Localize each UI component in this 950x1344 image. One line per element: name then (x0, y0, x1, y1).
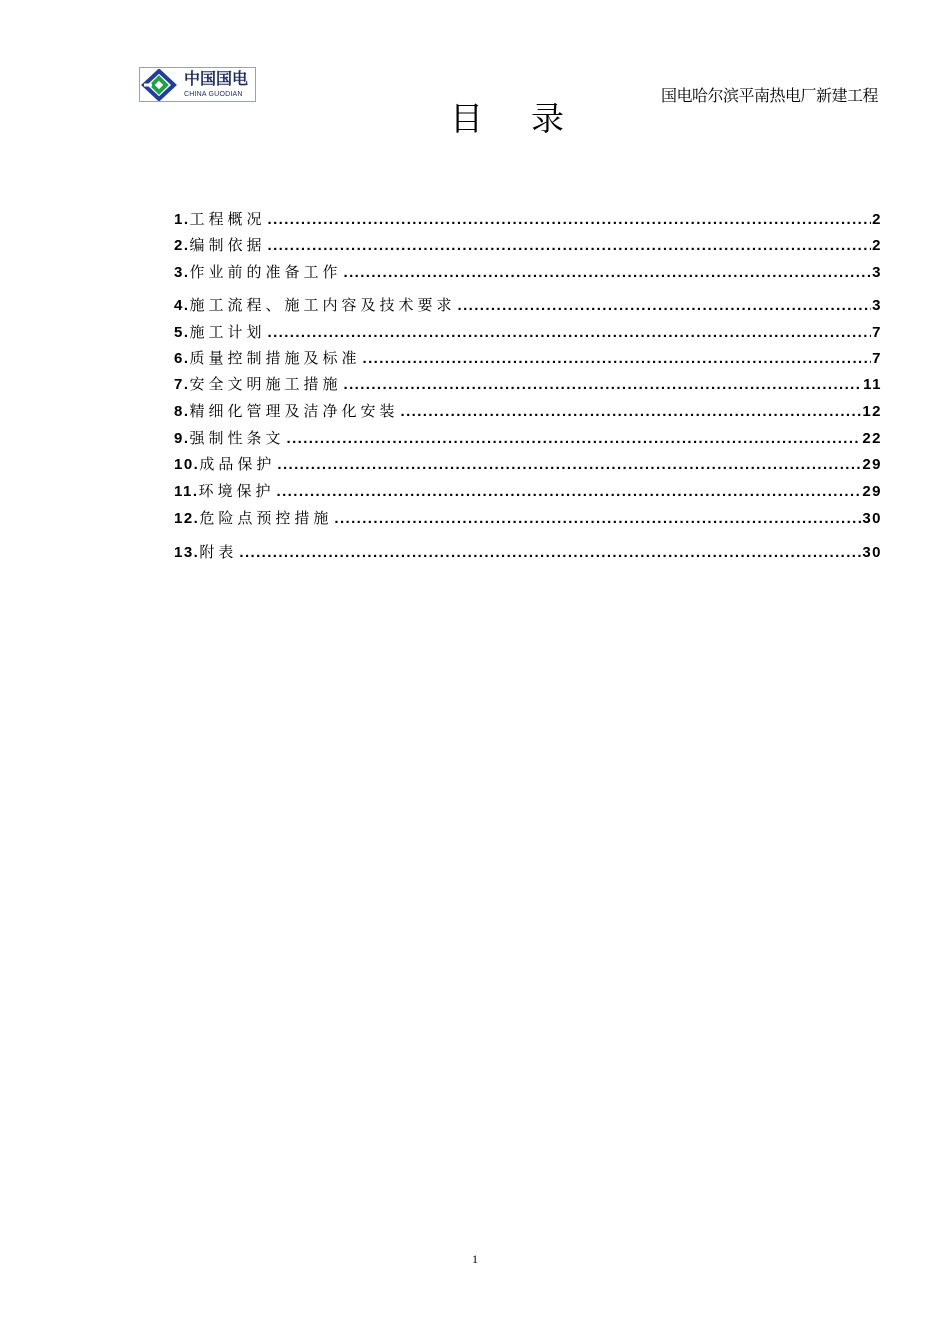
toc-entry-page: 29 (862, 483, 882, 500)
toc-entry-label: 强制性条文 (189, 429, 285, 447)
toc-entry[interactable] (174, 541, 882, 563)
logo-text-en: CHINA GUODIAN (184, 91, 243, 98)
toc-entry[interactable] (174, 373, 882, 395)
toc-entry[interactable] (174, 294, 882, 316)
toc-entry-page: 3 (872, 297, 882, 314)
toc-entry-number: 4. (174, 297, 190, 314)
toc-entry[interactable] (174, 347, 882, 369)
toc-entry[interactable] (174, 261, 882, 283)
toc-entry-page: 12 (862, 403, 882, 420)
toc-entry-page: 3 (872, 264, 882, 281)
toc-entry-number: 11. (174, 483, 199, 500)
toc-leader-dots (268, 322, 872, 344)
toc-entry-number: 3. (174, 264, 190, 281)
toc-entry-number: 9. (174, 430, 190, 447)
toc-entry-label: 精细化管理及洁净化安装 (189, 402, 399, 420)
toc-entry[interactable] (174, 321, 882, 343)
toc-entry[interactable] (174, 234, 882, 256)
logo-text-cn: 中国国电 (184, 69, 249, 88)
toc-entry-number: 1. (174, 211, 190, 228)
toc-leader-dots (239, 542, 861, 564)
toc-entry-page: 11 (863, 376, 882, 393)
toc-entry[interactable] (174, 453, 882, 475)
toc-entry-page: 7 (872, 350, 882, 367)
toc-entry-page: 30 (862, 544, 882, 561)
china-guodian-logo-icon (141, 69, 177, 101)
toc-entry-label: 环境保护 (198, 482, 275, 500)
toc-leader-dots (401, 401, 862, 423)
toc-leader-dots (344, 374, 863, 396)
toc-entry-page: 30 (862, 510, 882, 527)
toc-entry[interactable] (174, 427, 882, 449)
toc-leader-dots (277, 454, 861, 476)
toc-entry-page: 7 (872, 324, 882, 341)
toc-leader-dots (334, 508, 861, 530)
page-title: 目录 (450, 99, 612, 138)
toc-entry-number: 6. (174, 350, 190, 367)
toc-entry-label: 质量控制措施及标准 (189, 349, 361, 367)
toc-leader-dots (344, 262, 872, 284)
toc-entry-number: 2. (174, 237, 190, 254)
toc-entry-label: 附表 (199, 543, 238, 561)
toc-entry-label: 成品保护 (199, 455, 276, 473)
toc-entry-label: 编制依据 (189, 236, 266, 254)
toc-entry-number: 8. (174, 403, 190, 420)
toc-entry-number: 5. (174, 324, 190, 341)
toc-entry[interactable] (174, 400, 882, 422)
toc-entry-label: 施工计划 (189, 323, 266, 341)
toc-entry-label: 作业前的准备工作 (189, 263, 342, 281)
toc-entry-label: 危险点预控措施 (199, 509, 333, 527)
toc-entry-number: 13. (174, 544, 200, 561)
toc-leader-dots (458, 295, 872, 317)
toc-entry-page: 2 (872, 237, 882, 254)
company-logo (139, 67, 256, 102)
project-title: 国电哈尔滨平南热电厂新建工程 (660, 86, 878, 105)
page-number: 1 (472, 1252, 478, 1266)
toc-entry[interactable] (174, 507, 882, 529)
toc-entry[interactable] (174, 480, 882, 502)
toc-entry-page: 2 (872, 211, 882, 228)
toc-entry-page: 29 (862, 456, 882, 473)
toc-entry-number: 12. (174, 510, 200, 527)
toc-entry-label: 施工流程、施工内容及技术要求 (189, 296, 456, 314)
toc-leader-dots (277, 481, 862, 503)
toc-leader-dots (287, 428, 862, 450)
toc-entry-page: 22 (862, 430, 882, 447)
toc-entry-number: 10. (174, 456, 200, 473)
toc-entry-label: 安全文明施工措施 (189, 375, 342, 393)
toc-leader-dots (268, 209, 872, 231)
toc-entry-label: 工程概况 (189, 210, 266, 228)
toc-entry[interactable] (174, 208, 882, 230)
toc-leader-dots (268, 235, 872, 257)
toc-entry-number: 7. (174, 376, 190, 393)
toc-leader-dots (363, 348, 872, 370)
